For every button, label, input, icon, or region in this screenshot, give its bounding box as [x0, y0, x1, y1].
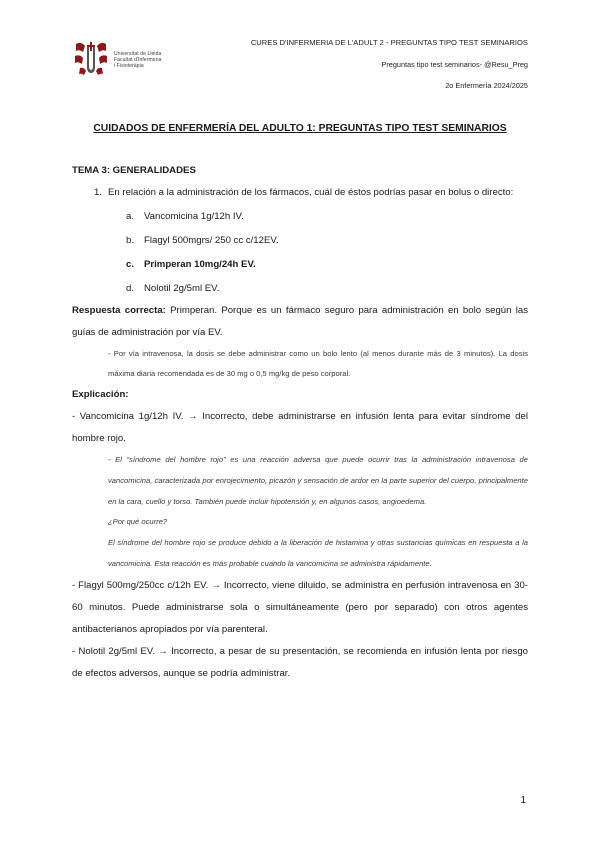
question-text: En relación a la administración de los fármacos, cuál de éstos podrías pasar en bolus o directo:: [108, 187, 514, 198]
option-letter: a.: [126, 211, 135, 222]
section-heading: TEMA 3: GENERALIDADES: [72, 165, 196, 176]
option-c: [72, 254, 528, 276]
question: [72, 182, 528, 204]
option-letter: d.: [126, 283, 135, 294]
correct-answer: [72, 300, 528, 344]
header-course: CURES D'INFERMERIA DE L'ADULT 2 - PREGUNTAS TIPO TEST SEMINARIOS: [250, 38, 528, 47]
option-a: [72, 206, 528, 228]
document-body: [72, 160, 528, 685]
option-b: [72, 230, 528, 252]
option-text: Primperan 10mg/24h EV.: [144, 259, 256, 270]
header-year: 2o Enfermería 2024/2025: [445, 81, 528, 90]
university-crest-icon: [72, 40, 110, 80]
option-letter: c.: [126, 259, 135, 270]
vancomicina-question: ¿Por qué ocurre?: [108, 517, 168, 527]
header-subtitle: Preguntas tipo test seminarios- @Resu_Preg: [381, 60, 528, 69]
answer-note: - Por vía intravenosa, la dosis se debe administrar como un bolo lento (al menos durante más de 3 minutos). La dosis máxima diaria recomendada es de 30 mg o 0,5 mg/kg de peso corporal.: [108, 349, 528, 378]
explanation-vancomicina: - Vancomicina 1g/12h IV. → Incorrecto, debe administrarse en infusión lenta para evitar síndrome del hombre rojo.: [72, 411, 528, 444]
vancomicina-detail-cause: El síndrome del hombre rojo se produce debido a la liberación de histamina y otras sustancias químicas en respuesta a la vancomicina. Esta reacción es más probable cuando la vancomicina se administra rápidamente.: [108, 538, 528, 568]
logo-text: Universitat de Lleida Facultat d'Infermeria i Fisioteràpia: [114, 51, 162, 69]
explanation-flagyl: - Flagyl 500mg/250cc c/12h EV. → Incorrecto, viene diluido, se administra en perfusión intravenosa en 30-60 minutos. Puede administrarse sola o simultáneamente (pero por separado) con otros agentes antibacterianos apropiados por vía parenteral.: [72, 579, 528, 635]
option-text: Vancomicina 1g/12h IV.: [144, 211, 244, 222]
document-title: CUIDADOS DE ENFERMERÍA DEL ADULTO 1: PREGUNTAS TIPO TEST SEMINARIOS: [93, 123, 507, 134]
answer-text: Primperan. Porque es un fármaco seguro para administración en bolo según las guías de administración por vía EV.: [72, 305, 529, 338]
page-number: 1: [520, 795, 526, 806]
option-letter: b.: [126, 235, 135, 246]
option-text: Nolotil 2g/5ml EV.: [144, 283, 220, 294]
university-logo: [72, 40, 192, 80]
explanation-heading: Explicación:: [72, 389, 129, 400]
option-d: [72, 278, 528, 300]
vancomicina-detail: - El “síndrome del hombre rojo” es una reacción adversa que puede ocurrir tras la administración intravenosa de vancomicina, caracterizada por enrojecimiento, picazón y sensación de ardor en la parte superior del cuerpo, principalmente en la cara, cuello y torso. También puede incluir hipotensión y, en algunos casos, angioedema.: [108, 455, 528, 506]
answer-label: Respuesta correcta:: [72, 305, 166, 316]
option-text: Flagyl 500mgrs/ 250 cc c/12EV.: [144, 235, 279, 246]
explanation-nolotil: - Nolotil 2g/5ml EV. → Incorrecto, a pesar de su presentación, se recomienda en infusión lenta por riesgo de efectos adversos, aunque se podría administrar.: [72, 645, 528, 679]
question-number: 1.: [93, 187, 102, 198]
